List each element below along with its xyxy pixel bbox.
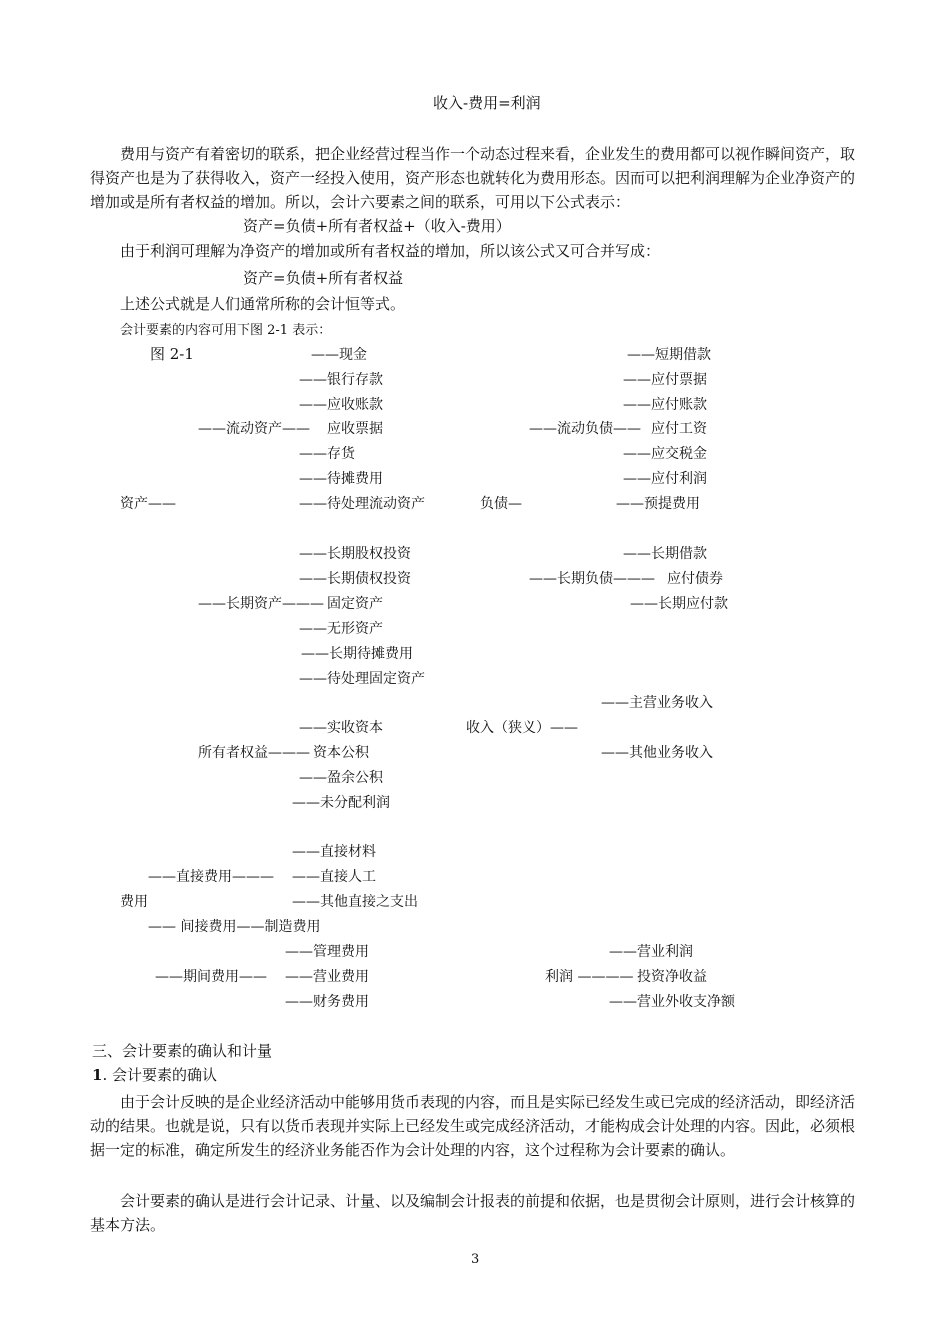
subsection-number: 1 xyxy=(92,1066,103,1084)
paragraph-5: 会计要素的确认是进行会计记录、计量、以及编制会计报表的前提和依据，也是贯彻会计原则，进行会计核算的基本方法。 xyxy=(90,1192,856,1234)
longterm-asset-item: ——长期股权投资 xyxy=(299,546,411,562)
period-expense-item: ——财务费用 xyxy=(285,994,369,1010)
longterm-liability-item: ——长期借款 xyxy=(623,546,707,562)
profit-item: 投资净收益 xyxy=(637,969,707,985)
current-liability-item: ——应付利润 xyxy=(623,471,707,487)
profit-item: ——营业外收支净额 xyxy=(609,994,735,1010)
equity-item: ——盈余公积 xyxy=(299,770,383,786)
current-asset-item: ——待摊费用 xyxy=(299,471,383,487)
equity-item: ——未分配利润 xyxy=(292,795,390,811)
liability-root: 负债— xyxy=(480,496,522,512)
period-expense-item: ——管理费用 xyxy=(285,944,369,960)
current-asset-item: ——存货 xyxy=(299,446,355,462)
current-liability-item: ——应付账款 xyxy=(623,397,707,413)
longterm-liability-branch: ——长期负债——— xyxy=(529,571,655,587)
equity-item: ——实收资本 xyxy=(299,720,383,736)
figure-label: 图 2-1 xyxy=(150,345,194,363)
direct-expense-item: ——直接材料 xyxy=(292,844,376,860)
equity-root: 所有者权益——— xyxy=(198,745,310,761)
page-number: 3 xyxy=(471,1252,480,1267)
current-asset-item: 应收票据 xyxy=(327,421,383,437)
formula-2: 资产=负债+所有者权益 xyxy=(243,269,404,287)
subsection-title xyxy=(92,1065,217,1085)
direct-expense-item: ——其他直接之支出 xyxy=(292,894,418,910)
current-liability-item: ——预提费用 xyxy=(616,496,700,512)
paragraph-2: 由于利润可理解为净资产的增加或所有者权益的增加，所以该公式又可合并写成： xyxy=(120,242,661,260)
paragraph-3: 上述公式就是人们通常所称的会计恒等式。 xyxy=(120,295,406,313)
current-liability-item: ——应付票据 xyxy=(623,372,707,388)
equity-item: 资本公积 xyxy=(313,745,369,761)
longterm-asset-item: ——长期债权投资 xyxy=(299,571,411,587)
longterm-liability-item: ——长期应付款 xyxy=(630,596,728,612)
current-asset-item: ——待处理流动资产 xyxy=(299,496,425,512)
revenue-item: ——其他业务收入 xyxy=(601,745,713,761)
current-asset-branch: ——流动资产—— xyxy=(198,421,310,437)
longterm-asset-branch: ——长期资产——— xyxy=(198,596,324,612)
current-asset-item: ——现金 xyxy=(311,347,367,363)
longterm-asset-item: ——待处理固定资产 xyxy=(299,671,425,687)
revenue-root: 收入（狭义）—— xyxy=(466,720,578,736)
period-expense-branch: ——期间费用—— xyxy=(155,969,267,985)
paragraph-4: 由于会计反映的是企业经济活动中能够用货币表现的内容，而且是实际已经发生或已完成的经济活动，即经济活动的结果。也就是说，只有以货币表现并实际上已经发生或完成经济活动，才能构成会计处理的内容。因此，必须根据一定的标准，确定所发生的经济业务能否作为会计处理的内容，这个过程称为会计要素的确认。 xyxy=(90,1093,856,1159)
figure-intro: 会计要素的内容可用下图 2-1 表示： xyxy=(120,323,332,338)
current-liability-item: 应付工资 xyxy=(651,421,707,437)
subsection-label: . 会计要素的确认 xyxy=(102,1066,217,1084)
current-asset-item: ——应收账款 xyxy=(299,397,383,413)
indirect-expense-branch: —— 间接费用——制造费用 xyxy=(148,919,321,935)
paragraph-1: 费用与资产有着密切的联系，把企业经营过程当作一个动态过程来看，企业发生的费用都可以视作瞬间资产，取得资产也是为了获得收入，资产一经投入使用，资产形态也就转化为费用形态。因而可以把利润理解为企业净资产的增加或是所有者权益的增加。所以，会计六要素之间的联系，可用以下公式表示： xyxy=(90,145,856,211)
longterm-liability-item: 应付债券 xyxy=(667,571,723,587)
formula-1: 资产=负债+所有者权益+（收入-费用） xyxy=(243,217,511,235)
revenue-item: ——主营业务收入 xyxy=(601,695,713,711)
current-liability-branch: ——流动负债—— xyxy=(529,421,641,437)
expense-root: 费用 xyxy=(120,894,148,910)
current-liability-item: ——应交税金 xyxy=(623,446,707,462)
longterm-asset-item: 固定资产 xyxy=(327,596,383,612)
asset-root: 资产—— xyxy=(120,496,176,512)
direct-expense-branch: ——直接费用——— xyxy=(148,869,274,885)
formula-title: 收入-费用=利润 xyxy=(433,94,541,112)
period-expense-item: ——营业费用 xyxy=(285,969,369,985)
current-liability-item: ——短期借款 xyxy=(627,347,711,363)
longterm-asset-item: ——无形资产 xyxy=(299,621,383,637)
direct-expense-item: ——直接人工 xyxy=(292,869,376,885)
longterm-asset-item: ——长期待摊费用 xyxy=(301,646,413,662)
profit-root: 利润 ———— xyxy=(545,969,634,985)
section-title: 三、会计要素的确认和计量 xyxy=(92,1042,273,1060)
profit-item: ——营业利润 xyxy=(609,944,693,960)
current-asset-item: ——银行存款 xyxy=(299,372,383,388)
